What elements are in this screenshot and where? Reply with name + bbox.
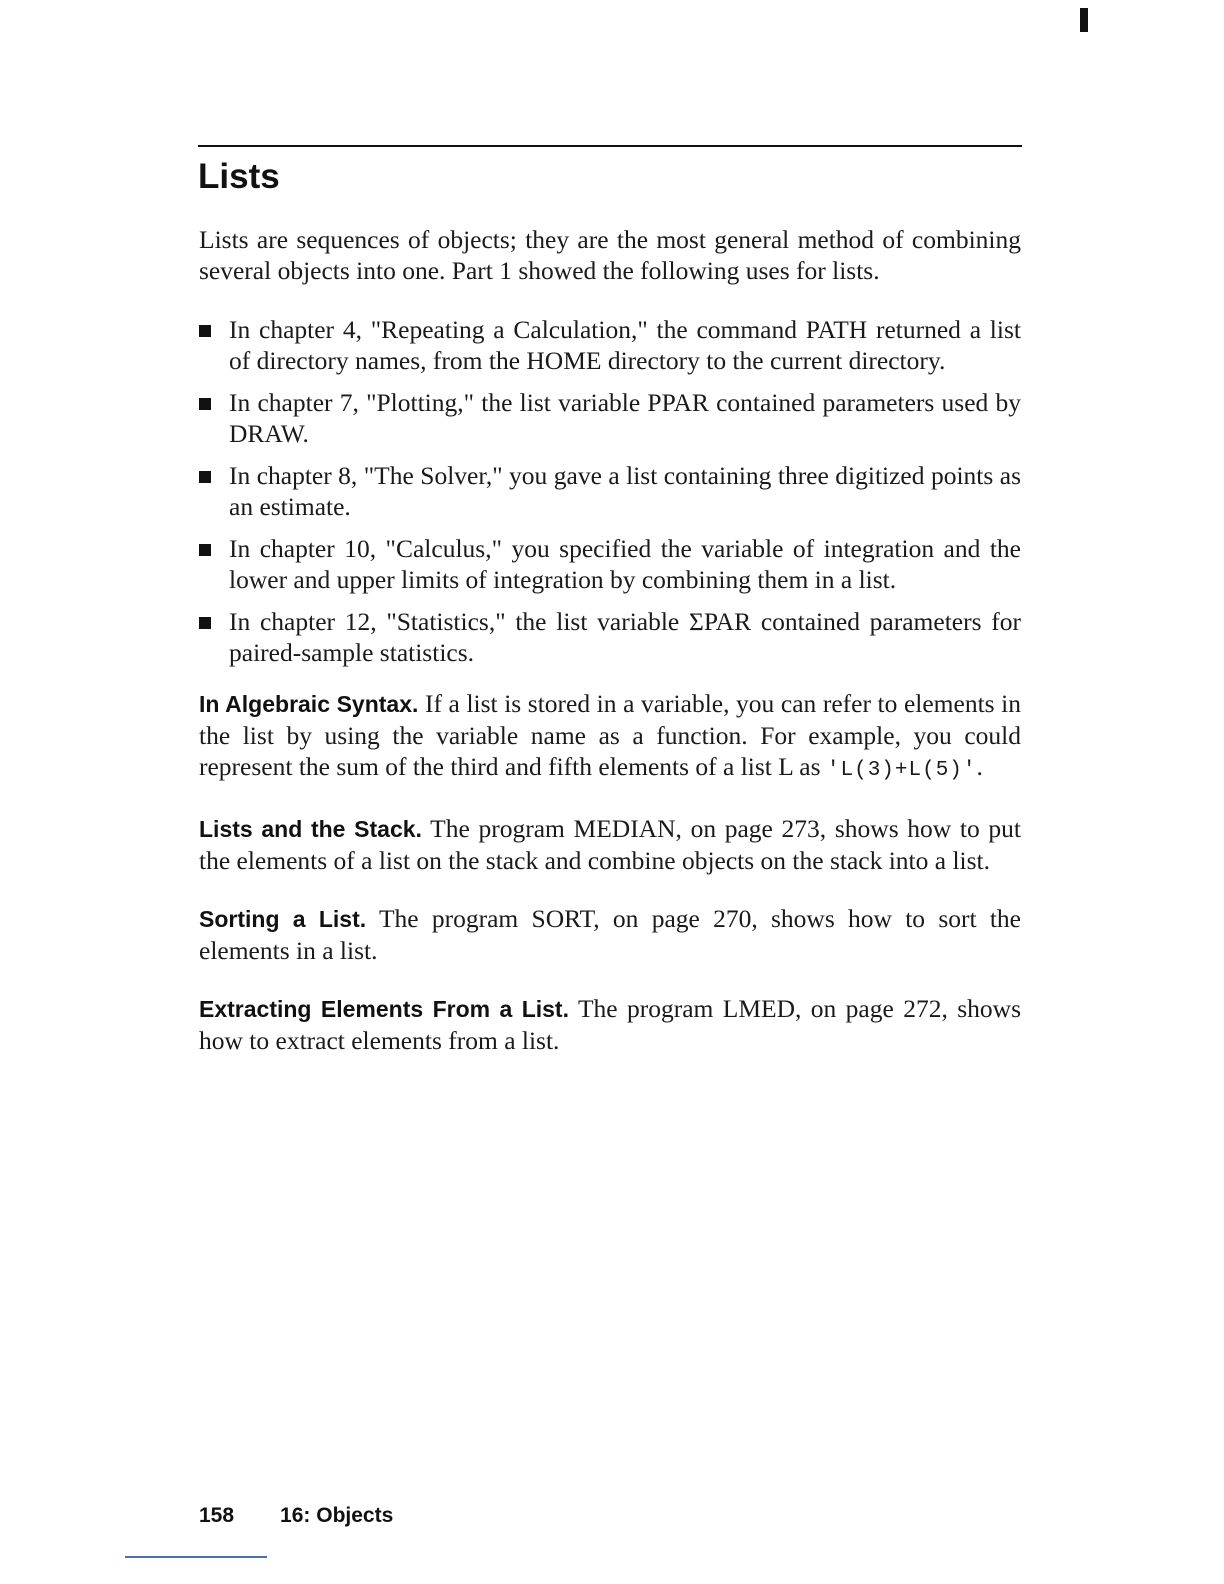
- intro-paragraph: Lists are sequences of objects; they are the most general method of combining several objects into one. Part 1 showed the following uses for lists.: [199, 225, 1021, 285]
- list-item: [199, 460, 1021, 522]
- bullet-icon: [199, 544, 211, 556]
- section-title: Lists and the Stack.: [199, 816, 422, 842]
- bullet-icon: [199, 617, 211, 629]
- list-item-text: In chapter 8, "The Solver," you gave a list containing three digitized points as an estimate.: [229, 461, 1021, 521]
- page-edge-mark: [1080, 8, 1088, 32]
- section-text: The program MEDIAN, on page 273, shows how to put the elements of a list on the stack and combine objects on the stack into a list.: [199, 814, 1021, 875]
- list-item-text: In chapter 7, "Plotting," the list variable PPAR contained parameters used by DRAW.: [229, 388, 1021, 448]
- chapter-title: 16: Objects: [280, 1504, 394, 1527]
- section-lists-and-stack: [199, 813, 1021, 876]
- page-content: [199, 224, 1021, 1056]
- bullet-icon: [199, 398, 211, 410]
- page-title: Lists: [198, 157, 280, 196]
- section-tail: .: [976, 752, 983, 781]
- list-item-text: In chapter 10, "Calculus," you specified the variable of integration and the lower and upper limits of integration by combining them in a list.: [229, 534, 1021, 594]
- page-number: 158: [199, 1504, 235, 1527]
- section-algebraic-syntax: [199, 688, 1021, 786]
- page-footer: [199, 1503, 393, 1529]
- code-expression: 'L(3)+L(5)': [826, 759, 977, 782]
- list-item: [199, 606, 1021, 668]
- heading-rule: [198, 145, 1022, 147]
- section-title: In Algebraic Syntax.: [199, 691, 419, 717]
- bullet-icon: [199, 471, 211, 483]
- list-item: [199, 533, 1021, 595]
- section-title: Extracting Elements From a List.: [199, 996, 569, 1022]
- section-text: If a list is stored in a variable, you can refer to elements in the list by using the variable name as a function. For example, you could represent the sum of the third and fifth elements of a list L as: [199, 689, 1021, 781]
- list-item-text: In chapter 4, "Repeating a Calculation," the command PATH returned a list of directory names, from the HOME directory to the current directory.: [229, 315, 1021, 375]
- section-sorting-list: [199, 903, 1021, 966]
- list-item: [199, 314, 1021, 376]
- bullet-icon: [199, 325, 211, 337]
- section-extracting-elements: [199, 993, 1021, 1056]
- corner-line: [125, 1556, 267, 1558]
- section-title: Sorting a List.: [199, 906, 367, 932]
- uses-list: [199, 314, 1021, 668]
- section-text: The program LMED, on page 272, shows how to extract elements from a list.: [199, 994, 1022, 1055]
- list-item: [199, 387, 1021, 449]
- section-text: The program SORT, on page 270, shows how to sort the elements in a list.: [199, 904, 1021, 965]
- list-item-text: In chapter 12, "Statistics," the list variable ΣPAR contained parameters for paired-sample statistics.: [229, 607, 1021, 667]
